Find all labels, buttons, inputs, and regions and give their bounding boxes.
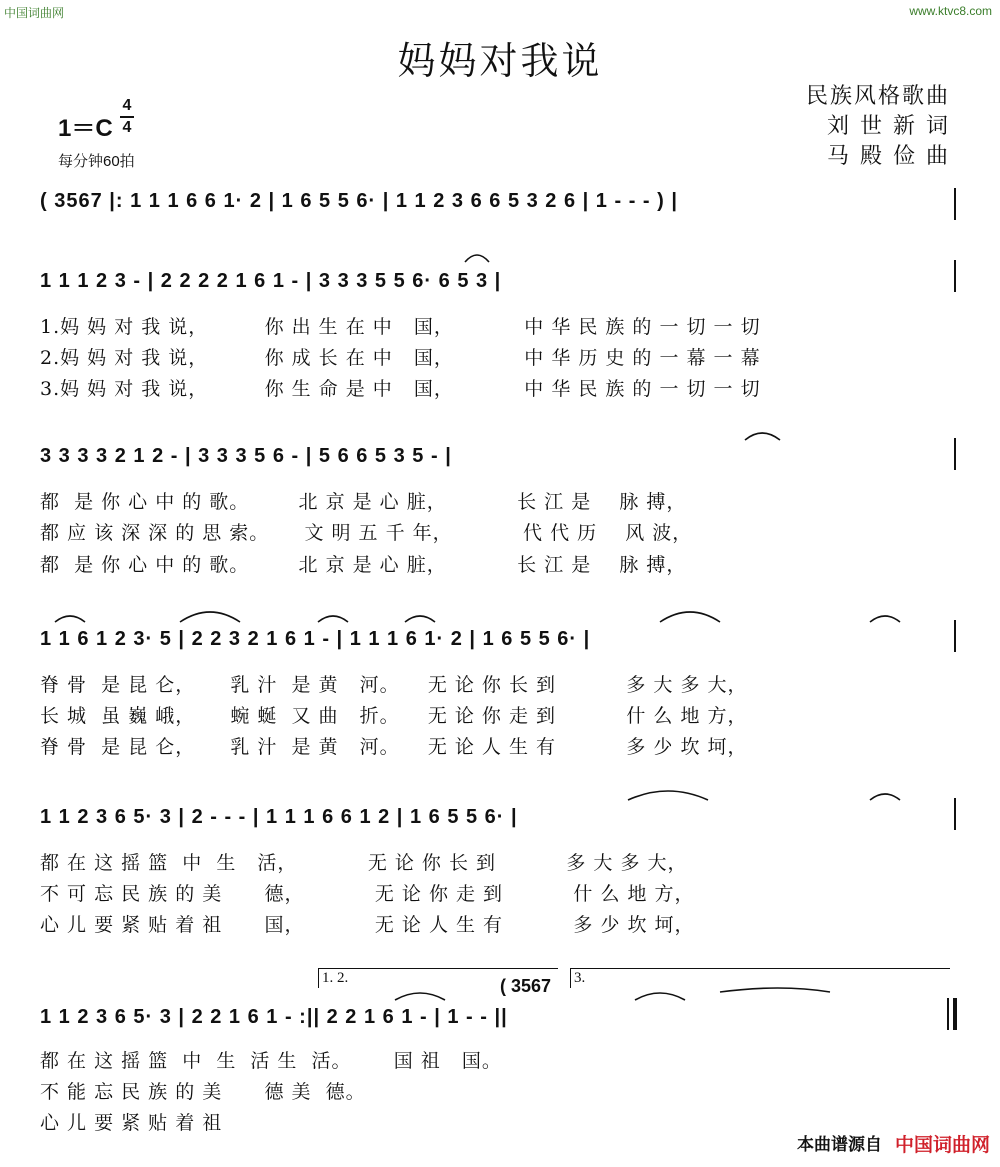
lyric-line: 脊 骨 是 昆 仑， 乳 汁 是 黄 河。 无 论 你 长 到 多 大 多 大，: [40, 674, 748, 696]
lyric-line: 2.妈 妈 对 我 说， 你 成 长 在 中 国， 中 华 历 史 的 一 幕 一 幕: [40, 347, 761, 369]
slur: [660, 612, 720, 622]
slur: [465, 255, 489, 262]
lyric-line: 脊 骨 是 昆 仑， 乳 汁 是 黄 河。 无 论 人 生 有 多 少 坎 坷，: [40, 736, 748, 758]
volta-first-label: 1. 2.: [322, 970, 349, 986]
notation-row-6: 1 1 2 3 6 5· 3 | 2 2 1 6 1 - :|| 2 2 1 6 1 - | 1 - - ||: [40, 1006, 508, 1028]
lyric-line: 都 在 这 摇 篮 中 生 活 生 活。 国 祖 国。: [40, 1050, 502, 1072]
lyric-line: 3.妈 妈 对 我 说， 你 生 命 是 中 国， 中 华 民 族 的 一 切 一 切: [40, 378, 761, 400]
lyric-line: 心 儿 要 紧 贴 着 祖 国， 无 论 人 生 有 多 少 坎 坷，: [40, 914, 695, 936]
watermark-top-right: www.ktvc8.com: [909, 4, 992, 18]
lyric-line: 长 城 虽 巍 峨， 蜿 蜒 又 曲 折。 无 论 你 走 到 什 么 地 方，: [40, 705, 748, 727]
lyric-line: 心 儿 要 紧 贴 着 祖: [40, 1112, 223, 1134]
genre-label: 民族风格歌曲: [805, 84, 950, 109]
notation-row-3: 3 3 3 3 2 1 2 - | 3 3 3 5 6 - | 5 6 6 5 3 5 - |: [40, 445, 452, 467]
lyric-line: 不 可 忘 民 族 的 美 德， 无 论 你 走 到 什 么 地 方，: [40, 883, 695, 905]
slur: [870, 616, 900, 622]
lyric-line: 都 在 这 摇 篮 中 生 活， 无 论 你 长 到 多 大 多 大，: [40, 852, 688, 874]
lyric-line: 1.妈 妈 对 我 说， 你 出 生 在 中 国， 中 华 民 族 的 一 切 一 切: [40, 316, 761, 338]
tempo-marking: 每分钟60拍: [58, 153, 135, 170]
tie: [720, 988, 830, 992]
composer-label: 马 殿 俭 曲: [827, 144, 950, 169]
slur: [635, 993, 685, 1000]
key-signature: 1＝C: [58, 115, 113, 142]
source-label: 本曲谱源自: [797, 1135, 882, 1154]
notation-row-4: 1 1 6 1 2 3· 5 | 2 2 3 2 1 6 1 - | 1 1 1 6 1· 2 | 1 6 5 5 6· |: [40, 628, 591, 650]
slur: [55, 616, 85, 622]
notation-row-2: 1 1 1 2 3 - | 2 2 2 2 1 6 1 - | 3 3 3 5 5 6· 6 5 3 |: [40, 270, 502, 292]
song-title: 妈妈对我说: [397, 39, 603, 83]
lyric-line: 都 应 该 深 深 的 思 索。 文 明 五 千 年， 代 代 历 风 波，: [40, 522, 693, 544]
slur: [870, 794, 900, 800]
slur: [628, 791, 708, 800]
time-bottom: 4: [122, 119, 132, 136]
time-top: 4: [122, 97, 132, 114]
lyric-line: 不 能 忘 民 族 的 美 德 美 德。: [40, 1081, 366, 1103]
slur: [745, 433, 780, 440]
site-watermark: 中国词曲网: [894, 1135, 990, 1156]
watermark-top-left: 中国词曲网: [4, 6, 65, 20]
pickup-notes: ( 3567: [500, 976, 552, 996]
notation-row-1: ( 3567 |: 1 1 1 6 6 1· 2 | 1 6 5 5 6· | 1 1 2 3 6 6 5 3 2 6 | 1 - - - ) |: [40, 190, 678, 212]
lyric-line: 都 是 你 心 中 的 歌。 北 京 是 心 脏， 长 江 是 脉 搏，: [40, 491, 687, 513]
notation-row-5: 1 1 2 3 6 5· 3 | 2 - - - | 1 1 1 6 6 1 2 | 1 6 5 5 6· |: [40, 806, 518, 828]
volta-second-label: 3.: [574, 970, 586, 986]
slur: [395, 993, 445, 1000]
slur: [405, 616, 435, 622]
slur: [180, 612, 240, 622]
slur: [318, 616, 348, 622]
lyric-line: 都 是 你 心 中 的 歌。 北 京 是 心 脏， 长 江 是 脉 搏，: [40, 554, 687, 576]
lyricist-label: 刘 世 新 词: [827, 114, 950, 139]
